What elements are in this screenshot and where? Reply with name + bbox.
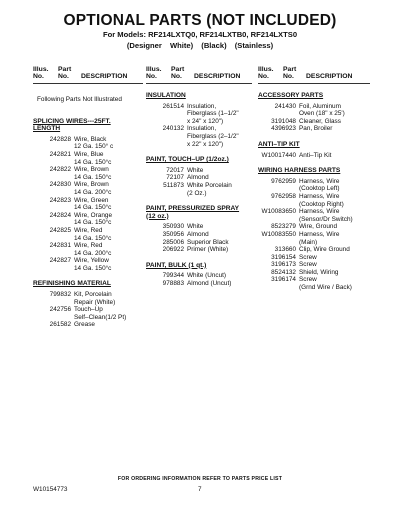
not-illustrated-note: Following Parts Not Illustrated bbox=[37, 96, 122, 103]
page-number: 7 bbox=[198, 486, 202, 493]
description-line: Almond bbox=[187, 174, 209, 182]
part-description bbox=[299, 193, 370, 208]
description-line: White bbox=[187, 223, 204, 231]
section-title-line: INSULATION bbox=[146, 92, 186, 99]
part-row bbox=[146, 231, 252, 239]
part-number: 206922 bbox=[162, 246, 184, 254]
description-line: Shield, Wiring bbox=[299, 268, 339, 276]
description-line: (Cooktop Left) bbox=[299, 185, 340, 193]
part-no-header: No. bbox=[171, 73, 182, 81]
part-description bbox=[299, 276, 370, 291]
description-line: x 22" x 120") bbox=[187, 140, 224, 148]
illus-no-header: Illus. bbox=[146, 66, 162, 73]
part-description bbox=[187, 125, 252, 148]
part-number: 350930 bbox=[162, 223, 184, 231]
part-row bbox=[258, 193, 370, 208]
illus-no-header: Illus. bbox=[258, 66, 274, 73]
description-line: Insulation, bbox=[187, 125, 217, 133]
part-number: 72017 bbox=[166, 166, 184, 174]
part-description bbox=[299, 223, 370, 231]
section-title-line: PAINT, BULK (1 qt.) bbox=[146, 261, 207, 269]
description-line: 14 Ga. 200°c bbox=[74, 188, 112, 196]
part-number: W10083650 bbox=[261, 208, 296, 216]
header-divider bbox=[146, 83, 252, 84]
description-line: Superior Black bbox=[187, 238, 229, 246]
part-description bbox=[187, 223, 252, 231]
description-line: Harness, Wire bbox=[299, 208, 340, 216]
part-description bbox=[74, 257, 143, 272]
part-row bbox=[146, 174, 252, 182]
part-description bbox=[299, 208, 370, 223]
part-row bbox=[258, 103, 370, 118]
description-line: Wire, Red bbox=[74, 242, 103, 250]
part-row bbox=[146, 272, 252, 280]
part-description bbox=[74, 321, 143, 329]
part-row bbox=[258, 276, 370, 291]
header-divider bbox=[33, 83, 143, 84]
description-line: Pan, Broiler bbox=[299, 125, 333, 133]
part-row bbox=[33, 321, 143, 329]
part-description bbox=[74, 166, 143, 181]
part-number: 8523279 bbox=[271, 223, 296, 231]
part-row bbox=[258, 152, 370, 160]
description-line: Self–Clean(1/2 Pt) bbox=[74, 313, 127, 321]
description-line: White Porcelain bbox=[187, 181, 232, 189]
description-line: 12 Ga. 150° c bbox=[74, 143, 114, 151]
part-row bbox=[33, 227, 143, 242]
description-line: Cleaner, Glass bbox=[299, 117, 341, 125]
section-title-line: ANTI–TIP KIT bbox=[258, 140, 300, 148]
part-row bbox=[146, 103, 252, 126]
description-line: Fiberglass (1–1/2" bbox=[187, 110, 239, 118]
illus-no-header: No. bbox=[146, 73, 157, 81]
part-number: 9762959 bbox=[271, 177, 296, 185]
description-line: Harness, Wire bbox=[299, 230, 340, 238]
part-row bbox=[33, 136, 143, 151]
part-number: W10017440 bbox=[261, 151, 296, 159]
description-line: (Main) bbox=[299, 238, 318, 246]
column-header bbox=[146, 66, 252, 82]
description-line: 14 Ga. 150°c bbox=[74, 204, 112, 212]
part-number: 240132 bbox=[162, 125, 184, 133]
variant-label: (Black) bbox=[201, 41, 227, 50]
part-description bbox=[187, 231, 252, 239]
part-number: 241430 bbox=[274, 102, 296, 110]
part-description bbox=[187, 246, 252, 254]
part-row bbox=[258, 269, 370, 277]
part-description bbox=[299, 103, 370, 118]
description-line: Kit, Porcelain bbox=[74, 291, 112, 299]
document-number: W10154773 bbox=[33, 486, 68, 493]
description-line: Insulation, bbox=[187, 102, 217, 110]
part-row bbox=[258, 118, 370, 126]
description-line: Repair (White) bbox=[74, 298, 116, 306]
part-description bbox=[299, 178, 370, 193]
part-description bbox=[299, 261, 370, 269]
section-title bbox=[33, 118, 143, 133]
description-line: 14 Ga. 150°c bbox=[74, 234, 112, 242]
part-row bbox=[33, 291, 143, 306]
part-number: 242824 bbox=[49, 211, 71, 219]
part-number: 242830 bbox=[49, 181, 71, 189]
part-number: 242823 bbox=[49, 196, 71, 204]
part-row bbox=[258, 231, 370, 246]
part-row bbox=[33, 151, 143, 166]
description-line: 14 Ga. 150°c bbox=[74, 264, 112, 272]
variant-label: (Stainless) bbox=[234, 41, 274, 50]
part-row bbox=[146, 239, 252, 247]
part-description bbox=[299, 269, 370, 277]
description-line: Harness, Wire bbox=[299, 177, 340, 185]
part-row bbox=[146, 182, 252, 197]
description-line: Wire, Black bbox=[74, 135, 107, 143]
part-number: 9762958 bbox=[271, 192, 296, 200]
section-title-line: LENGTH bbox=[33, 125, 61, 133]
part-row bbox=[258, 246, 370, 254]
description-line: Screw bbox=[299, 253, 317, 261]
part-number: 261582 bbox=[49, 321, 71, 329]
part-number: 261514 bbox=[162, 102, 184, 110]
part-description bbox=[187, 239, 252, 247]
description-line: Clip, Wire Ground bbox=[299, 246, 350, 254]
description-line: Wire, Red bbox=[74, 226, 103, 234]
part-description bbox=[187, 182, 252, 197]
parts-column-3 bbox=[258, 66, 370, 292]
part-description bbox=[74, 306, 143, 321]
section-title-line: ACCESSORY PARTS bbox=[258, 92, 324, 99]
part-number: 799832 bbox=[49, 291, 71, 299]
part-description bbox=[299, 125, 370, 133]
part-number: 3196154 bbox=[271, 253, 296, 261]
section-title bbox=[146, 262, 252, 270]
section-title bbox=[258, 167, 370, 175]
part-number: 242756 bbox=[49, 306, 71, 314]
part-number: 3196174 bbox=[271, 276, 296, 284]
part-number: 242828 bbox=[49, 135, 71, 143]
part-description bbox=[187, 280, 252, 288]
section-title bbox=[33, 280, 143, 288]
part-number: W10083550 bbox=[261, 230, 296, 238]
description-line: (Cooktop Right) bbox=[299, 200, 344, 208]
description-line: Wire, Yellow bbox=[74, 257, 109, 265]
part-number: 350956 bbox=[162, 230, 184, 238]
description-line: Foil, Aluminum bbox=[299, 102, 341, 110]
part-description bbox=[74, 181, 143, 196]
section-title-line: WIRING HARNESS PARTS bbox=[258, 167, 341, 175]
description-line: Almond bbox=[187, 230, 209, 238]
column-header bbox=[33, 66, 143, 82]
part-row bbox=[146, 125, 252, 148]
part-row bbox=[33, 242, 143, 257]
part-no-header: Part bbox=[58, 66, 72, 73]
description-header: DESCRIPTION bbox=[81, 73, 128, 81]
description-line: Grease bbox=[74, 321, 95, 329]
part-number: 242825 bbox=[49, 226, 71, 234]
part-description bbox=[74, 227, 143, 242]
description-line: 14 Ga. 200°c bbox=[74, 249, 112, 257]
page-title: OPTIONAL PARTS (NOT INCLUDED) bbox=[63, 12, 337, 29]
ordering-note: FOR ORDERING INFORMATION REFER TO PARTS PRICE LIST bbox=[117, 476, 283, 482]
illus-no-header: No. bbox=[33, 73, 44, 81]
part-row bbox=[33, 212, 143, 227]
section-title bbox=[258, 92, 370, 100]
section-title-line: SPLICING WIRES---25FT. bbox=[33, 117, 111, 125]
part-description bbox=[299, 152, 370, 160]
part-no-header: Part bbox=[283, 66, 297, 73]
part-description bbox=[74, 212, 143, 227]
description-line: Wire, Blue bbox=[74, 150, 104, 158]
parts-column-1 bbox=[33, 66, 143, 329]
description-line: Wire, Orange bbox=[74, 211, 113, 219]
description-line: (2 Oz.) bbox=[187, 189, 207, 197]
part-number: 4396923 bbox=[271, 125, 296, 133]
illus-no-header: Illus. bbox=[33, 66, 49, 73]
description-line: (Sensor/Dr Switch) bbox=[299, 215, 353, 223]
part-row bbox=[258, 261, 370, 269]
description-line: Screw bbox=[299, 261, 317, 269]
section-title bbox=[146, 92, 252, 100]
part-description bbox=[299, 118, 370, 126]
description-header: DESCRIPTION bbox=[194, 73, 241, 81]
description-line: 14 Ga. 150°c bbox=[74, 219, 112, 227]
part-number: 978883 bbox=[162, 279, 184, 287]
description-line: White (Uncut) bbox=[187, 272, 227, 280]
section-title bbox=[146, 205, 252, 220]
description-line: Wire, Brown bbox=[74, 166, 109, 174]
part-number: 799344 bbox=[162, 272, 184, 280]
part-no-header: No. bbox=[283, 73, 294, 81]
part-row bbox=[33, 166, 143, 181]
part-row bbox=[258, 178, 370, 193]
illus-no-header: No. bbox=[258, 73, 269, 81]
part-row bbox=[258, 125, 370, 133]
part-number: 511873 bbox=[163, 181, 184, 189]
section-title-line: REFINISHING MATERIAL bbox=[33, 280, 111, 288]
part-description bbox=[299, 231, 370, 246]
part-number: 3191048 bbox=[271, 117, 296, 125]
section-title-line: (12 oz.) bbox=[146, 212, 169, 220]
description-line: 14 Ga. 150°c bbox=[74, 173, 112, 181]
description-line: Touch–Up bbox=[74, 306, 103, 314]
part-row bbox=[146, 167, 252, 175]
part-number: 285006 bbox=[162, 238, 184, 246]
section-title-line: PAINT, TOUCH–UP (1/2oz.) bbox=[146, 156, 229, 164]
part-row bbox=[258, 208, 370, 223]
description-line: x 24" x 120") bbox=[187, 117, 224, 125]
description-header: DESCRIPTION bbox=[306, 73, 353, 81]
section-title bbox=[146, 156, 252, 164]
description-line: Wire, Green bbox=[74, 196, 109, 204]
part-number: 3196173 bbox=[271, 261, 296, 269]
part-row bbox=[258, 223, 370, 231]
header-divider bbox=[258, 83, 370, 84]
part-description bbox=[187, 167, 252, 175]
description-line: Anti–Tip Kit bbox=[299, 151, 332, 159]
part-description bbox=[187, 174, 252, 182]
parts-column-2 bbox=[146, 66, 252, 287]
part-description bbox=[74, 136, 143, 151]
part-number: 313660 bbox=[274, 246, 296, 254]
part-number: 242821 bbox=[49, 150, 71, 158]
part-number: 242831 bbox=[49, 242, 71, 250]
part-no-header: Part bbox=[171, 66, 185, 73]
part-number: 242822 bbox=[49, 166, 71, 174]
description-line: Screw bbox=[299, 276, 317, 284]
section-title-line: PAINT, PRESSURIZED SPRAY bbox=[146, 205, 240, 213]
part-description bbox=[187, 103, 252, 126]
description-line: (Grnd Wire / Back) bbox=[299, 284, 352, 292]
part-description bbox=[187, 272, 252, 280]
part-row bbox=[33, 197, 143, 212]
part-row bbox=[33, 181, 143, 196]
description-line: Harness, Wire bbox=[299, 192, 340, 200]
description-line: Oven (18" x 25') bbox=[299, 110, 345, 118]
part-no-header: No. bbox=[58, 73, 69, 81]
description-line: Almond (Uncut) bbox=[187, 279, 232, 287]
models-subtitle: For Models: RF214LXTQ0, RF214LXTB0, RF214LXTS0 bbox=[102, 30, 298, 39]
part-row bbox=[33, 257, 143, 272]
column-header bbox=[258, 66, 370, 82]
part-number: 242827 bbox=[49, 257, 71, 265]
description-line: Wire, Ground bbox=[299, 223, 338, 231]
part-row bbox=[146, 246, 252, 254]
description-line: White bbox=[187, 166, 204, 174]
variant-label: (Designer White) bbox=[126, 41, 194, 50]
section-title bbox=[258, 141, 370, 149]
part-row bbox=[146, 223, 252, 231]
part-row bbox=[258, 254, 370, 262]
description-line: Wire, Brown bbox=[74, 181, 109, 189]
part-description bbox=[74, 151, 143, 166]
description-line: Fiberglass (2–1/2" bbox=[187, 132, 239, 140]
part-number: 72107 bbox=[166, 174, 184, 182]
part-row bbox=[33, 306, 143, 321]
part-description bbox=[74, 242, 143, 257]
part-description bbox=[299, 246, 370, 254]
description-line: 14 Ga. 150°c bbox=[74, 158, 112, 166]
color-variants bbox=[0, 41, 400, 50]
part-description bbox=[74, 197, 143, 212]
part-number: 8524132 bbox=[271, 268, 296, 276]
part-row bbox=[146, 280, 252, 288]
part-description bbox=[74, 291, 143, 306]
description-line: Primer (White) bbox=[187, 246, 229, 254]
part-description bbox=[299, 254, 370, 262]
